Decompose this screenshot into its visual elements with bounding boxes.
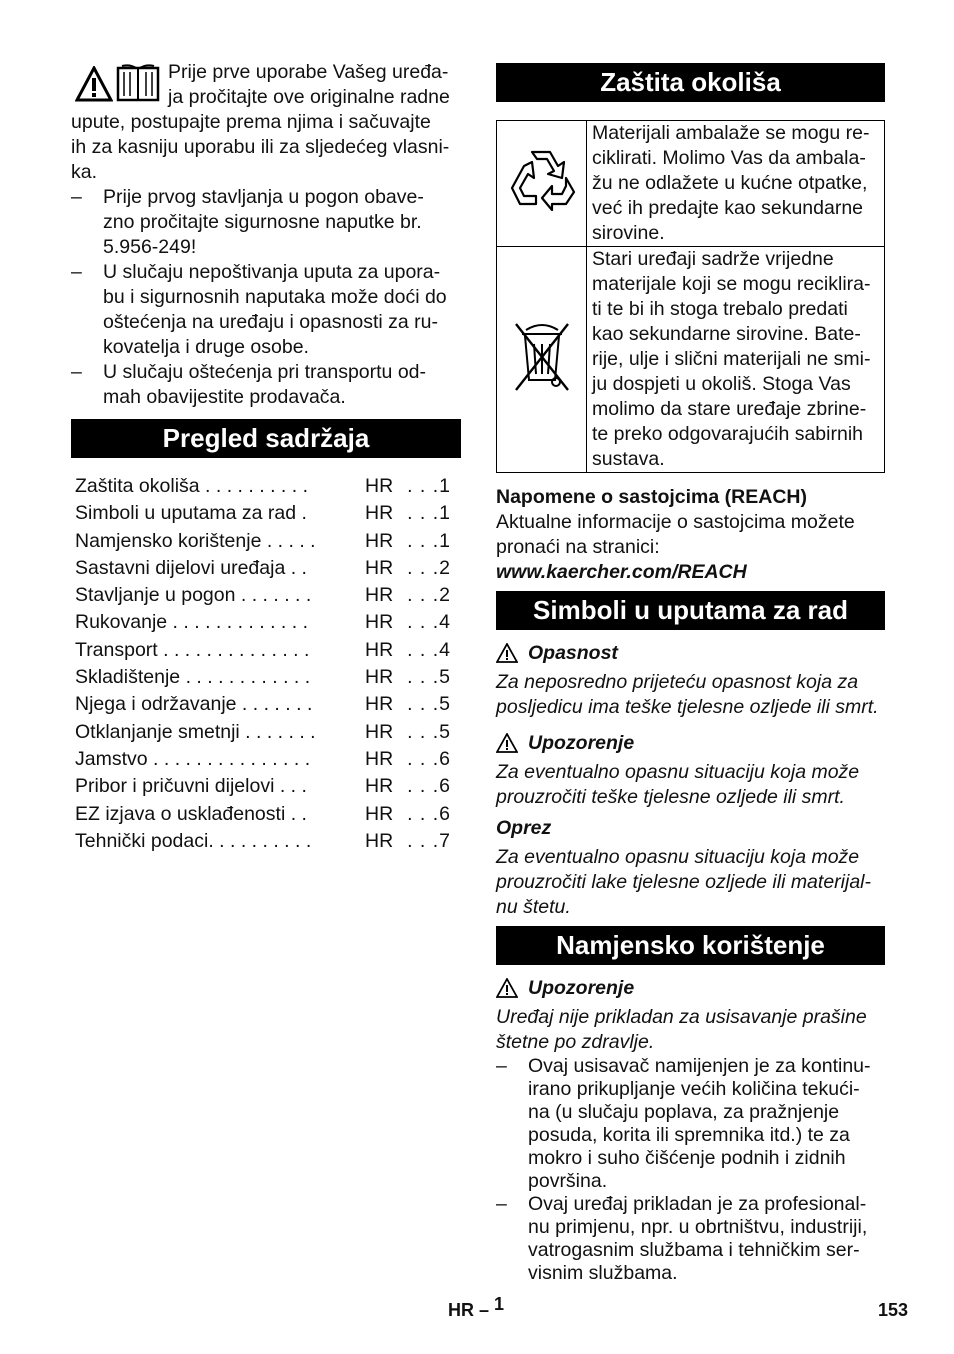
table-cell-line: materijale koji se mogu reciklira- [592,273,871,295]
table-of-contents [71,473,456,855]
toc-lang: HR [365,829,394,852]
toc-lang: HR [365,802,394,825]
intro-line-5: ka. [71,161,98,183]
toc-title: Jamstvo . . . . . . . . . . . . . . . [75,747,311,770]
toc-lang: HR [365,747,394,770]
text-line: prouzročiti lake tjelesne ozljede ili materijal- [496,871,871,893]
intended-warning-heading [496,975,885,1001]
toc-page: . . .7 [407,829,451,852]
intended-list-item [496,1055,885,1193]
toc-row[interactable] [71,555,456,582]
intended-use-heading: Namjensko korištenje [496,926,885,965]
list-line: U slučaju nepoštivanja uputa za upora- [103,261,441,283]
toc-lang: HR [365,529,394,552]
toc-title: Stavljanje u pogon . . . . . . . [75,584,312,607]
toc-lang: HR [365,638,394,661]
environment-table [496,120,885,473]
toc-title: Otklanjanje smetnji . . . . . . . [75,720,316,743]
intended-warning-title: Upozorenje [528,976,635,999]
toc-title: Namjensko korištenje . . . . . [75,529,316,552]
list-line: nu primjenu, npr. u obrtništvu, industriji, [528,1216,868,1238]
toc-lang: HR [365,693,394,716]
toc-lang: HR [365,556,394,579]
toc-title: EZ izjava o usklađenosti . . [75,802,307,825]
table-cell-line: molimo da stare uređaje zbrine- [592,398,867,420]
table-cell-line: sirovine. [592,222,665,244]
toc-title: Simboli u uputama za rad . [75,502,307,525]
toc-page: . . .6 [407,775,451,798]
reach-line: Aktualne informacije o sastojcima možete [496,511,855,533]
toc-row[interactable] [71,746,456,773]
toc-page: . . .5 [407,666,451,689]
reach-line: pronaći na stranici: [496,536,660,558]
list-line: površina. [528,1170,608,1192]
intended-warning-text [496,1005,885,1055]
toc-lang: HR [365,502,394,525]
intro-line-4: ih za kasniju uporabu ili za sljedećeg vlasni- [71,136,450,158]
list-line: mah obavijestite prodavača. [103,386,346,408]
toc-row[interactable] [71,691,456,718]
intro-list-item [71,360,461,410]
toc-title: Skladištenje . . . . . . . . . . . . [75,666,311,689]
table-cell-line: Materijali ambalaže se mogu re- [592,122,870,144]
symbols-heading: Simboli u uputama za rad [496,591,885,630]
list-line: oštećenja na uređaju i opasnosti za ru- [103,311,438,333]
dash-bullet: – [496,1193,507,1215]
table-cell-line: ti te bi ih stoga trebalo predati [592,298,848,320]
text-line: Za eventualno opasnu situaciju koja može [496,846,860,868]
toc-row[interactable] [71,609,456,636]
warning-triangle-icon [496,733,518,753]
toc-row[interactable] [71,801,456,828]
toc-title: Pribor i pričuvni dijelovi . . . [75,775,307,798]
list-line: vatrogasnim službama i tehničkim ser- [528,1239,860,1261]
list-line: 5.956-249! [103,236,197,258]
toc-page: . . .2 [407,584,451,607]
toc-title: Sastavni dijelovi uređaja . . [75,556,307,579]
toc-row[interactable] [71,664,456,691]
warning-triangle-icon [496,978,518,998]
footer-lang: HR [448,1300,474,1320]
warning-heading [496,730,885,756]
toc-row[interactable] [71,582,456,609]
intro-list-item [71,185,461,260]
toc-page: . . .1 [407,529,451,552]
toc-lang: HR [365,720,394,743]
list-line: kovatelja i druge osobe. [103,336,309,358]
toc-title: Njega i održavanje . . . . . . . [75,693,313,716]
toc-lang: HR [365,584,394,607]
intro-list-item [71,260,461,360]
list-line: posuda, korita ili spremnika itd.) te za [528,1124,850,1146]
intended-list-item [496,1193,885,1285]
toc-page: . . .1 [407,475,451,497]
toc-page: . . .6 [407,747,451,770]
reach-title: Napomene o sastojcima (REACH) [496,486,807,508]
table-cell-line: već ih predajte kao sekundarne [592,197,864,219]
warning-triangle-icon [496,643,518,663]
dash-bullet: – [71,186,82,208]
toc-title: Rukovanje . . . . . . . . . . . . . [75,611,309,634]
intro-line-3: upute, postupajte prema njima i sačuvajte [71,111,431,133]
footer-section-page: 1 [494,1294,505,1314]
text-line: Za eventualno opasnu situaciju koja može [496,761,860,783]
table-cell-line: kao sekundarne sirovine. Bate- [592,323,861,345]
text-line: prouzročiti teške tjelesne ozljede ili smrt. [496,786,845,808]
page-number: 153 [878,1300,909,1320]
footer-sep: – [479,1300,490,1320]
right-column [496,63,885,1285]
intro-line-2: ja pročitajte ove originalne radne [168,86,450,108]
list-line: na (u slučaju poplava, za pražnjenje [528,1101,840,1123]
toc-page: . . .5 [407,720,451,743]
list-line: visnim službama. [528,1262,678,1284]
intro-line-1: Prije prve uporabe Vašeg uređa- [168,61,449,83]
toc-title: Tehnički podaci. . . . . . . . . . [75,829,312,852]
caution-title: Oprez [496,817,552,839]
toc-page: . . .1 [407,502,451,525]
toc-page: . . .4 [407,638,451,661]
list-line: irano prikupljanje većih količina tekući- [528,1078,860,1100]
list-line: U slučaju oštećenja pri transportu od- [103,361,426,383]
table-cell-line: žu ne odlažete u kućne otpatke, [592,172,868,194]
toc-row[interactable] [71,828,456,855]
table-cell-line: te preko odgovarajućih sabirnih [592,423,864,445]
dash-bullet: – [71,261,82,283]
list-line: Ovaj usisavač namijenjen je za kontinu- [528,1055,871,1077]
warning-text [496,760,885,810]
toc-row[interactable] [71,500,456,527]
crossed-bin-icon [512,316,572,396]
table-cell-line: Stari uređaji sadrže vrijedne [592,248,834,270]
dash-bullet: – [71,361,82,383]
table-row [497,121,885,247]
danger-heading [496,640,885,666]
list-line: Prije prvog stavljanja u pogon obave- [103,186,424,208]
left-column [71,60,461,855]
list-line: bu i sigurnosnih naputaka može doći do [103,286,447,308]
toc-title: Transport . . . . . . . . . . . . . . [75,638,310,661]
recycle-icon [504,142,580,218]
intro-block [71,60,461,185]
text-line: Uređaj nije prikladan za usisavanje prašine [496,1006,867,1028]
toc-lang: HR [365,666,394,689]
toc-heading: Pregled sadržaja [71,419,461,458]
reach-block [496,485,885,585]
toc-page: . . .2 [407,556,451,579]
toc-page: . . .5 [407,693,451,716]
toc-lang: HR [365,611,394,634]
warning-triangle-icon [75,66,113,102]
table-cell-line: rije, ulje i slični materijali ne smi- [592,348,871,370]
danger-text [496,670,885,720]
caution-text [496,845,885,920]
text-line: Za neposredno prijeteću opasnost koja za [496,671,859,693]
text-line: posljedicu ima teške tjelesne ozljede ili smrt. [496,696,879,718]
footer-section-label [448,1294,505,1323]
toc-page: . . .6 [407,802,451,825]
manual-book-icon [116,64,160,102]
toc-lang: HR [365,775,394,798]
list-line: zno pročitajte sigurnosne naputke br. [103,211,422,233]
toc-page: . . .4 [407,611,451,634]
toc-row[interactable] [71,528,456,555]
table-cell-line: sustava. [592,448,665,470]
toc-row[interactable] [71,719,456,746]
dash-bullet: – [496,1055,507,1077]
table-cell-line: ciklirati. Molimo Vas da ambala- [592,147,866,169]
list-line: mokro i suho čišćenje podnih i zidnih [528,1147,846,1169]
toc-lang: HR [365,475,394,497]
text-line: štetne po zdravlje. [496,1031,655,1053]
text-line: nu štetu. [496,896,571,918]
toc-row[interactable] [71,637,456,664]
list-line: Ovaj uređaj prikladan je za profesional- [528,1193,867,1215]
table-row [497,247,885,473]
toc-row[interactable] [71,773,456,800]
reach-url-link[interactable]: www.kaercher.com/REACH [496,561,747,583]
warning-title: Upozorenje [528,731,635,754]
table-cell-line: ju dospjeti u okoliš. Stoga Vas [592,373,851,395]
environment-heading: Zaštita okoliša [496,63,885,102]
danger-title: Opasnost [528,641,618,664]
toc-title: Zaštita okoliša . . . . . . . . . . [75,475,308,497]
toc-row[interactable] [71,473,456,500]
